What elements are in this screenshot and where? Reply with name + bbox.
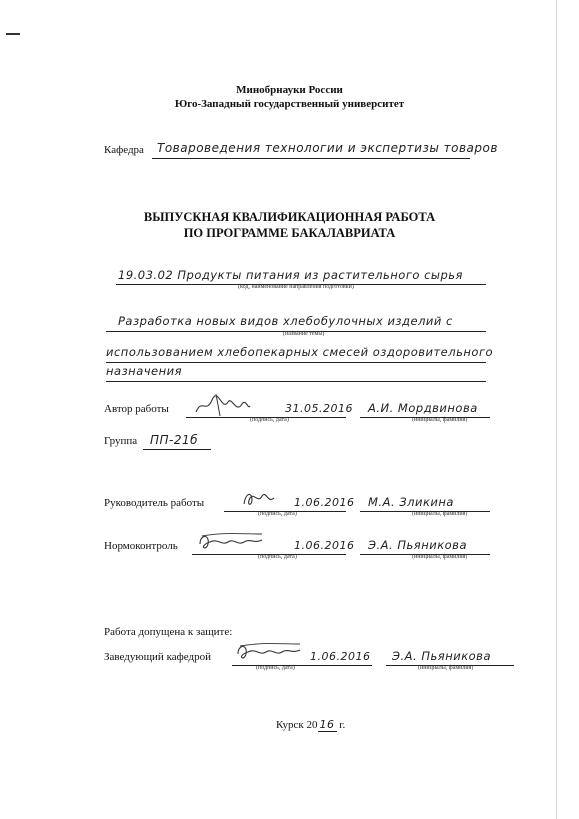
author-sign-caption: (подпись, дата) [250,417,289,423]
normcontrol-date: 1.06.2016 [294,539,355,552]
group-underline [143,449,211,450]
author-label: Автор работы [104,403,169,415]
city-year-text: Курск 20 [276,719,318,731]
normcontrol-label: Нормоконтроль [104,540,178,552]
topic-line-3: назначения [106,364,183,378]
department-underline [152,158,470,159]
department-value: Товароведения технологии и экспертизы товаров [157,141,498,155]
head-name-caption: (инициалы, фамилия) [418,665,474,671]
head-sign-underline [232,665,372,666]
head-of-department-date: 1.06.2016 [310,650,371,663]
supervisor-date: 1.06.2016 [294,496,355,509]
program-caption: (код, наименование направления подготовки) [238,284,354,290]
scan-corner-mark [6,33,20,35]
topic-line-1: Разработка новых видов хлебобулочных изделий с [118,314,453,328]
head-of-department-label: Заведующий кафедрой [104,651,211,663]
supervisor-name-caption: (инициалы, фамилия) [412,511,468,517]
topic-underline-2 [106,362,486,363]
document-title: ВЫПУСКНАЯ КВАЛИФИКАЦИОННАЯ РАБОТА [143,210,436,224]
head-of-department-name: Э.А. Пьяникова [392,649,492,663]
supervisor-label: Руководитель работы [104,497,205,509]
topic-underline-3 [106,381,486,382]
ministry-heading: Минобрнауки России [236,84,343,96]
group-label: Группа [104,435,138,447]
year-suffix: г. [336,719,346,731]
group-value: ПП-21б [150,433,199,447]
author-name: А.И. Мордвинова [368,401,478,415]
scan-edge-line [556,0,557,819]
normcontrol-name: Э.А. Пьяникова [368,538,468,552]
normcontrol-signature [196,530,266,554]
head-sign-caption: (подпись, дата) [256,665,295,671]
topic-line-2: использованием хлебопекарных смесей оздоровительного [106,345,494,359]
author-name-caption: (инициалы, фамилия) [412,417,468,423]
year-handwritten: 16 [319,718,335,731]
normcontrol-sign-caption: (подпись, дата) [258,554,297,560]
author-signature [192,392,252,420]
program-value: 19.03.02 Продукты питания из растительного сырья [118,268,463,282]
head-of-department-signature [234,640,304,664]
normcontrol-name-caption: (инициалы, фамилия) [412,554,468,560]
supervisor-name: М.А. Зликина [368,495,454,509]
city-year [276,718,345,731]
supervisor-signature [240,488,276,510]
supervisor-sign-caption: (подпись, дата) [258,511,297,517]
document-subtitle: ПО ПРОГРАММЕ БАКАЛАВРИАТА [183,226,396,240]
university-heading: Юго-Западный государственный университет [174,98,405,110]
author-date: 31.05.2016 [285,402,353,415]
topic-caption: (название темы) [283,331,325,337]
department-label: Кафедра [104,144,144,156]
admission-text: Работа допущена к защите: [104,626,233,638]
